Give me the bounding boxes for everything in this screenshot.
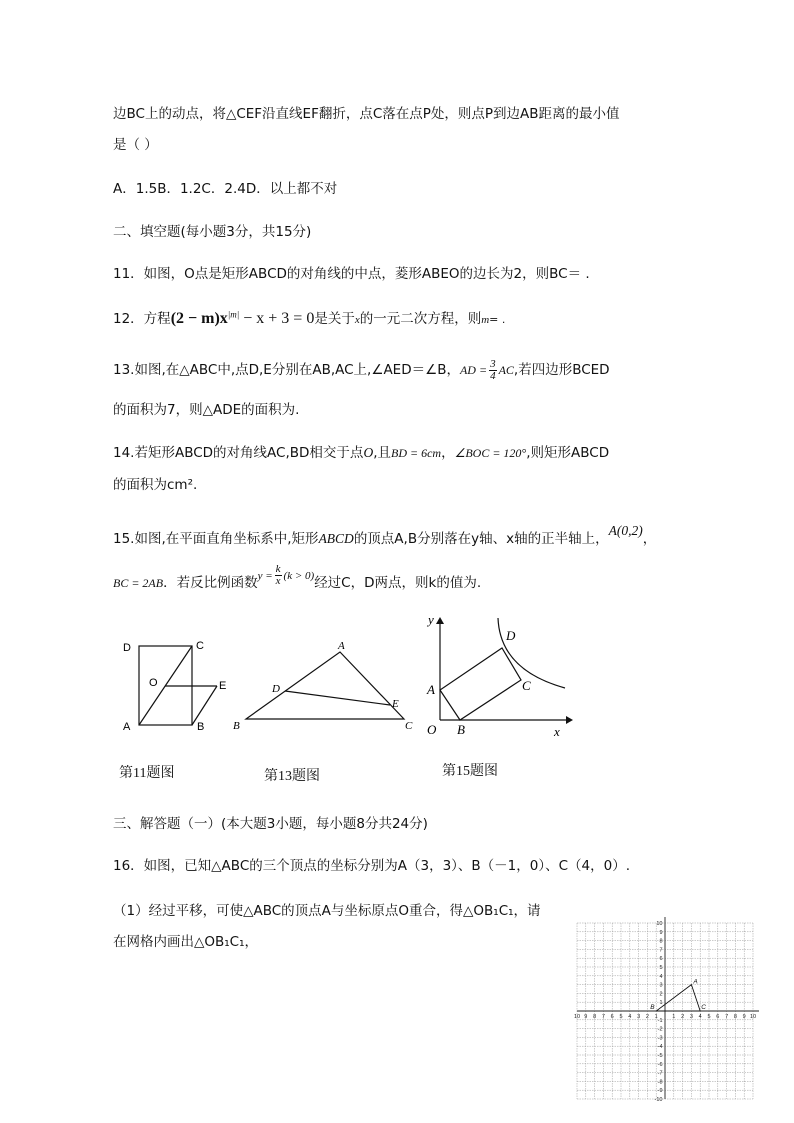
q13-line2: 的面积为7，则△ADE的面积为. [113, 402, 300, 418]
fig13-label-b: B [233, 720, 240, 732]
grid-y-tick-label: -9 [657, 1088, 663, 1095]
grid-x-tick-label: 7 [601, 1014, 605, 1020]
fig15-label-c: C [522, 678, 531, 693]
grid-y-tick-label: 2 [659, 991, 663, 998]
grid-x-tick-label: 3 [637, 1014, 641, 1020]
q15-abcd: ABCD [318, 531, 354, 546]
grid-x-tick-label: 9 [742, 1014, 746, 1020]
fig15-label-d: D [506, 628, 516, 643]
q11-text: 11．如图，O点是矩形ABCD的对角线的中点，菱形ABEO的边长为2，则BC＝ . [113, 266, 590, 282]
fig15-label-o: O [427, 722, 437, 737]
q15-line1 [113, 523, 657, 547]
grid-x-tick-label: 6 [716, 1014, 720, 1020]
fig13-label-a: A [338, 640, 345, 652]
q13-frac-num: 3 [490, 357, 496, 370]
grid-label-c: C [701, 1004, 706, 1011]
q12-var: x [354, 314, 360, 326]
grid-label-a: A [693, 978, 698, 986]
fig13-label-e: E [392, 698, 399, 710]
fig11-label-o: O [149, 677, 158, 689]
q13-ad: AD = [459, 363, 488, 377]
coordinate-grid [572, 912, 762, 1106]
q12-end: = . [489, 313, 506, 326]
fig13-de-segment [285, 691, 390, 705]
fig15-label-x: x [554, 724, 560, 739]
grid-y-tick-label: -10 [654, 1097, 663, 1103]
q15-func-frac [275, 564, 282, 587]
q14-suffix: ,则矩形ABCD [526, 445, 610, 461]
q15-suffix: 经过C，D两点，则k的值为. [314, 575, 482, 591]
q16-part1-line2: 在网格内画出△OB₁C₁， [113, 934, 259, 950]
q15-end1: ， [642, 531, 657, 547]
q14-mid1: ,且 [373, 445, 391, 461]
grid-y-tick-label: 4 [659, 973, 663, 980]
fig15-rectangle [440, 648, 521, 720]
fig13-caption: 第13题图 [264, 769, 320, 784]
q14-mid2: ， [441, 445, 455, 461]
fig15-caption: 第15题图 [442, 764, 498, 779]
grid-y-tick-label: -1 [657, 1017, 663, 1024]
q12-var2: m [481, 314, 490, 326]
grid-y-tick-label: -3 [657, 1035, 663, 1042]
fig15-x-arrow [566, 716, 573, 724]
fig11-label-b: B [197, 721, 205, 733]
q15-mid2: ．若反比例函数 [163, 575, 258, 591]
grid-x-tick-label: 1 [672, 1014, 676, 1020]
grid-y-tick-label: -2 [657, 1026, 663, 1033]
q15-line2 [113, 562, 482, 595]
grid-x-tick-label: 4 [628, 1014, 632, 1020]
grid-triangle-abc [656, 982, 700, 1011]
q13-ac: AC [498, 363, 514, 377]
q13-fraction [489, 359, 497, 382]
grid-y-tick-label: -6 [657, 1061, 663, 1068]
figure-15 [420, 610, 580, 745]
grid-x-tick-label: 4 [698, 1014, 702, 1020]
fig13-label-d: D [272, 683, 280, 695]
q13-suffix: ,若四边形BCED [513, 362, 610, 378]
figure-11 [115, 635, 225, 745]
grid-y-tick-label: -8 [657, 1079, 663, 1086]
grid-x-tick-label: 9 [584, 1014, 588, 1020]
q12-expr-a: (2 − m)x [170, 310, 228, 327]
fig11-eb-segment [192, 686, 217, 725]
q10-options: A．1.5B．1.2C．2.4D．以上都不对 [113, 181, 338, 197]
q12-expr-b: − x + 3 = 0 [239, 310, 315, 327]
grid-x-tick-label: 2 [645, 1014, 649, 1020]
fig15-label-a: A [427, 682, 435, 697]
fig13-label-c: C [405, 720, 413, 732]
q16-intro: 16．如图，已知△ABC的三个顶点的坐标分别为A（3，3）、B（－1，0）、C（4，0）. [113, 858, 630, 874]
fig11-label-d: D [123, 642, 131, 654]
grid-x-tick-label: 8 [593, 1014, 597, 1020]
fig15-y-arrow [436, 617, 444, 624]
q16-part1-line1: （1）经过平移，可使△ABC的顶点A与坐标原点O重合，得△OB₁C₁，请 [113, 903, 541, 919]
fig11-caption: 第11题图 [119, 766, 175, 781]
grid-y-tick-label: -5 [657, 1053, 663, 1059]
q14-prefix: 14.若矩形ABCD的对角线AC,BD相交于点 [113, 445, 364, 461]
q15-point: A(0,2) [608, 523, 643, 538]
grid-x-tick-label: 5 [619, 1014, 623, 1020]
grid-x-tick-label: 3 [689, 1014, 693, 1020]
fig11-label-a: A [123, 721, 131, 733]
grid-y-tick-label: 5 [659, 965, 663, 971]
grid-x-tick-label: 1 [654, 1014, 658, 1020]
section3-title: 三、解答题（一）(本大题3小题，每小题8分共24分) [113, 816, 428, 832]
q14-angle: ∠BOC = 120° [454, 446, 527, 460]
q14-line1 [113, 441, 609, 461]
figure-13 [230, 635, 420, 735]
q12-suffix: 的一元二次方程，则 [359, 311, 482, 327]
grid-x-tick-label: 10 [573, 1014, 581, 1020]
fig15-label-b: B [457, 722, 465, 737]
grid-y-tick-label: 10 [656, 921, 663, 927]
q14-bd: BD = 6cm [390, 446, 442, 460]
q12-prefix: 12．方程 [113, 311, 171, 327]
fig15-label-y: y [428, 612, 434, 627]
grid-y-tick-label: 6 [659, 956, 663, 963]
grid-x-tick-label: 6 [610, 1014, 614, 1020]
grid-x-tick-label: 10 [749, 1014, 757, 1020]
q13-line1 [113, 358, 610, 382]
q14-line2: 的面积为cm². [113, 477, 198, 493]
section2-title: 二、填空题(每小题3分，共15分) [113, 224, 312, 240]
q15-func-cond: (k > 0) [283, 570, 315, 582]
grid-y-tick-label: -4 [657, 1044, 663, 1051]
grid-x-tick-label: 5 [707, 1014, 711, 1020]
grid-x-tick-label: 2 [681, 1014, 685, 1020]
q15-func-num: k [275, 562, 281, 575]
q15-func-y: y = [257, 570, 273, 582]
fig11-label-c: C [196, 640, 204, 652]
q12-mid: 是关于 [314, 311, 355, 327]
q15-bc: BC = 2AB [113, 576, 164, 590]
q13-frac-den: 4 [490, 369, 496, 382]
grid-y-tick-label: 1 [659, 1000, 663, 1007]
q10-line2: 是（ ） [113, 137, 158, 153]
grid-y-tick-label: -7 [657, 1070, 663, 1077]
q15-func-den: x [275, 574, 281, 587]
grid-x-tick-label: 8 [733, 1014, 737, 1020]
grid-y-tick-label: 3 [659, 982, 663, 989]
q10-line1: 边BC上的动点，将△CEF沿直线EF翻折，点C落在点P处，则点P到边AB距离的最小值 [113, 106, 620, 122]
grid-label-b: B [650, 1004, 655, 1011]
q15-mid: 的顶点A,B分别落在y轴、x轴的正半轴上， [353, 531, 609, 547]
q14-o: O [363, 445, 374, 460]
q13-prefix: 13.如图,在△ABC中,点D,E分别在AB,AC上,∠AED＝∠B， [113, 362, 460, 378]
q15-prefix: 15.如图,在平面直角坐标系中,矩形 [113, 531, 319, 547]
grid-x-tick-label: 7 [725, 1014, 729, 1020]
grid-y-tick-label: 9 [659, 929, 663, 936]
q12-text [113, 307, 505, 328]
fig11-label-e: E [219, 680, 227, 692]
grid-y-tick-label: 8 [659, 938, 663, 945]
fig13-triangle [246, 652, 404, 719]
q12-expr-exp: |m| [227, 309, 240, 320]
grid-y-tick-label: 7 [659, 947, 663, 954]
